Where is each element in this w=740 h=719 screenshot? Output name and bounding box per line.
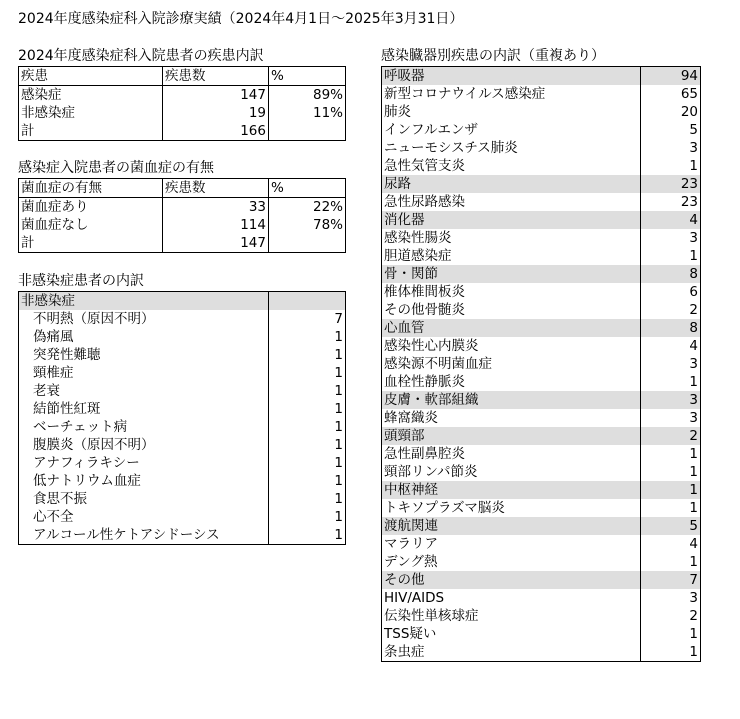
page-title: 2024年度感染症科入院診療実績（2024年4月1日～2025年3月31日） [18, 11, 464, 27]
table-row [19, 490, 346, 508]
table-row [382, 499, 701, 517]
row-count: 147 [163, 234, 269, 253]
row-count: 19 [163, 104, 269, 122]
row-count: 7 [641, 571, 701, 589]
row-count: 1 [269, 472, 346, 490]
row-count: 1 [641, 625, 701, 643]
table-row [382, 193, 701, 211]
table-row [19, 234, 346, 253]
header-count: 疾患数 [163, 67, 269, 86]
table-row [382, 139, 701, 157]
category-row [382, 427, 701, 445]
row-label: 尿路 [382, 175, 641, 193]
table4-title: 感染臓器別疾患の内訳（重複あり） [381, 48, 605, 64]
row-count: 20 [641, 103, 701, 121]
row-count: 1 [641, 157, 701, 175]
category-row [382, 175, 701, 193]
row-label: 非感染症 [21, 105, 75, 121]
row-label: アルコール性ケトアシドーシス [33, 527, 220, 543]
row-count: 1 [269, 400, 346, 418]
row-label: 感染性心内膜炎 [384, 338, 479, 354]
row-count: 8 [641, 265, 701, 283]
header-percent: % [269, 179, 346, 198]
row-label: 条虫症 [384, 644, 425, 660]
row-label: 感染性腸炎 [384, 230, 452, 246]
category-row [382, 67, 701, 86]
row-label: 急性尿路感染 [384, 194, 465, 210]
table2-title: 感染症入院患者の菌血症の有無 [18, 160, 214, 176]
table-row [382, 373, 701, 391]
row-count: 3 [641, 229, 701, 247]
row-label: 新型コロナウイルス感染症 [384, 86, 546, 102]
table-row [382, 337, 701, 355]
table-row [19, 216, 346, 234]
table-row [19, 198, 346, 217]
row-percent [269, 122, 346, 141]
row-count: 3 [641, 391, 701, 409]
row-count: 166 [163, 122, 269, 141]
table-row [382, 247, 701, 265]
row-label: 血栓性静脈炎 [384, 374, 465, 390]
row-count: 3 [641, 589, 701, 607]
row-count: 1 [269, 346, 346, 364]
row-label: 低ナトリウム血症 [33, 473, 141, 489]
row-label: 呼吸器 [382, 67, 641, 86]
row-label: 感染症 [21, 87, 62, 103]
row-count: 23 [641, 175, 701, 193]
table-row [382, 283, 701, 301]
row-label: 蜂窩織炎 [384, 410, 438, 426]
category-row [382, 571, 701, 589]
row-count: 1 [269, 508, 346, 526]
row-label: 計 [21, 235, 35, 251]
row-count: 4 [641, 535, 701, 553]
category-row [382, 517, 701, 535]
row-label: 骨・関節 [382, 265, 641, 283]
table-row [19, 364, 346, 382]
table-row [382, 553, 701, 571]
row-count: 2 [641, 301, 701, 319]
row-count: 147 [163, 86, 269, 105]
table-row [19, 508, 346, 526]
disease-breakdown-table [18, 66, 346, 141]
category-row [382, 391, 701, 409]
row-count: 1 [641, 481, 701, 499]
row-percent: 89% [269, 86, 346, 105]
header-bacteremia: 菌血症の有無 [19, 179, 163, 198]
table-row [382, 535, 701, 553]
table-row [382, 85, 701, 103]
table-row [382, 625, 701, 643]
bacteremia-table [18, 178, 346, 253]
row-count: 1 [641, 643, 701, 662]
row-label: ニューモシスチス肺炎 [384, 140, 518, 156]
table3-title: 非感染症患者の内訳 [18, 273, 144, 289]
row-label: デング熱 [384, 554, 438, 570]
row-count: 23 [641, 193, 701, 211]
row-count: 5 [641, 517, 701, 535]
table-row [382, 589, 701, 607]
table-row [19, 382, 346, 400]
row-label: 老衰 [33, 383, 60, 399]
row-count: 2 [641, 607, 701, 625]
row-count: 1 [269, 454, 346, 472]
row-label: 心血管 [382, 319, 641, 337]
row-label: 胆道感染症 [384, 248, 452, 264]
table-row [382, 643, 701, 662]
table-row [19, 122, 346, 141]
row-label: 渡航関連 [382, 517, 641, 535]
table-row [382, 301, 701, 319]
table-row [19, 454, 346, 472]
table-row [19, 526, 346, 545]
header-blank [269, 292, 346, 311]
row-count: 1 [641, 499, 701, 517]
row-count: 1 [269, 364, 346, 382]
header-count: 疾患数 [163, 179, 269, 198]
row-label: TSS疑い [384, 626, 437, 642]
category-row [382, 265, 701, 283]
organ-breakdown-table [381, 66, 701, 662]
row-count: 3 [641, 355, 701, 373]
table-row [382, 355, 701, 373]
row-label: 頸椎症 [33, 365, 74, 381]
table1-title: 2024年度感染症科入院患者の疾患内訳 [18, 48, 264, 64]
table-row [382, 607, 701, 625]
row-label: その他 [382, 571, 641, 589]
table-row [382, 409, 701, 427]
table-row [19, 86, 346, 105]
row-count: 65 [641, 85, 701, 103]
row-label: トキソプラズマ脳炎 [384, 500, 505, 516]
category-row [382, 319, 701, 337]
row-label: インフルエンザ [384, 122, 478, 138]
row-count: 1 [641, 247, 701, 265]
row-count: 4 [641, 337, 701, 355]
row-count: 6 [641, 283, 701, 301]
table-row [382, 103, 701, 121]
row-count: 1 [269, 526, 346, 545]
row-count: 1 [641, 445, 701, 463]
row-count: 4 [641, 211, 701, 229]
row-label: 感染源不明菌血症 [384, 356, 492, 372]
table-row [19, 104, 346, 122]
row-count: 1 [269, 436, 346, 454]
row-label: 皮膚・軟部組織 [382, 391, 641, 409]
table-row [382, 463, 701, 481]
category-row [382, 211, 701, 229]
row-count: 1 [641, 463, 701, 481]
row-percent: 22% [269, 198, 346, 217]
row-label: HIV/AIDS [384, 590, 445, 606]
header-disease: 疾患 [19, 67, 163, 86]
row-label: 伝染性単核球症 [384, 608, 479, 624]
table-header-row [19, 67, 346, 86]
table-header-row [19, 292, 346, 311]
row-label: マラリア [384, 536, 438, 552]
row-count: 5 [641, 121, 701, 139]
table-row [19, 310, 346, 328]
row-percent: 78% [269, 216, 346, 234]
row-label: 心不全 [33, 509, 74, 525]
row-label: ベーチェット病 [33, 419, 128, 435]
row-label: その他骨髄炎 [384, 302, 465, 318]
category-row [382, 481, 701, 499]
table-row [19, 436, 346, 454]
row-label: 肺炎 [384, 104, 411, 120]
row-count: 2 [641, 427, 701, 445]
row-label: 不明熱（原因不明） [33, 311, 155, 327]
row-label: 食思不振 [33, 491, 87, 507]
row-count: 1 [269, 490, 346, 508]
table-row [19, 346, 346, 364]
row-count: 3 [641, 139, 701, 157]
row-label: 頸部リンパ節炎 [384, 464, 478, 480]
row-percent: 11% [269, 104, 346, 122]
row-label: 急性気管支炎 [384, 158, 465, 174]
header-percent: % [269, 67, 346, 86]
row-label: 椎体椎間板炎 [384, 284, 465, 300]
table-row [19, 400, 346, 418]
row-count: 1 [269, 418, 346, 436]
row-label: 消化器 [382, 211, 641, 229]
row-count: 114 [163, 216, 269, 234]
table-row [382, 445, 701, 463]
row-count: 1 [269, 328, 346, 346]
row-label: アナフィラキシー [33, 455, 140, 471]
row-label: 結節性紅斑 [33, 401, 101, 417]
row-count: 1 [641, 553, 701, 571]
row-count: 33 [163, 198, 269, 217]
table-row [19, 418, 346, 436]
row-label: 菌血症あり [21, 199, 89, 215]
row-count: 1 [641, 373, 701, 391]
row-label: 急性副鼻腔炎 [384, 446, 465, 462]
table-row [19, 328, 346, 346]
row-count: 7 [269, 310, 346, 328]
row-count: 3 [641, 409, 701, 427]
row-count: 1 [269, 382, 346, 400]
row-label: 偽痛風 [33, 329, 74, 345]
row-count: 94 [641, 67, 701, 86]
table-row [382, 121, 701, 139]
table-header-row [19, 179, 346, 198]
row-label: 菌血症なし [21, 217, 89, 233]
non-infectious-table [18, 291, 346, 545]
row-label: 突発性難聴 [33, 347, 101, 363]
row-label: 中枢神経 [382, 481, 641, 499]
header-non-infectious: 非感染症 [19, 292, 269, 311]
table-row [382, 229, 701, 247]
table-row [382, 157, 701, 175]
row-count: 8 [641, 319, 701, 337]
table-row [19, 472, 346, 490]
row-percent [269, 234, 346, 253]
row-label: 腹膜炎（原因不明） [33, 437, 155, 453]
row-label: 計 [21, 123, 35, 139]
row-label: 頭頸部 [382, 427, 641, 445]
